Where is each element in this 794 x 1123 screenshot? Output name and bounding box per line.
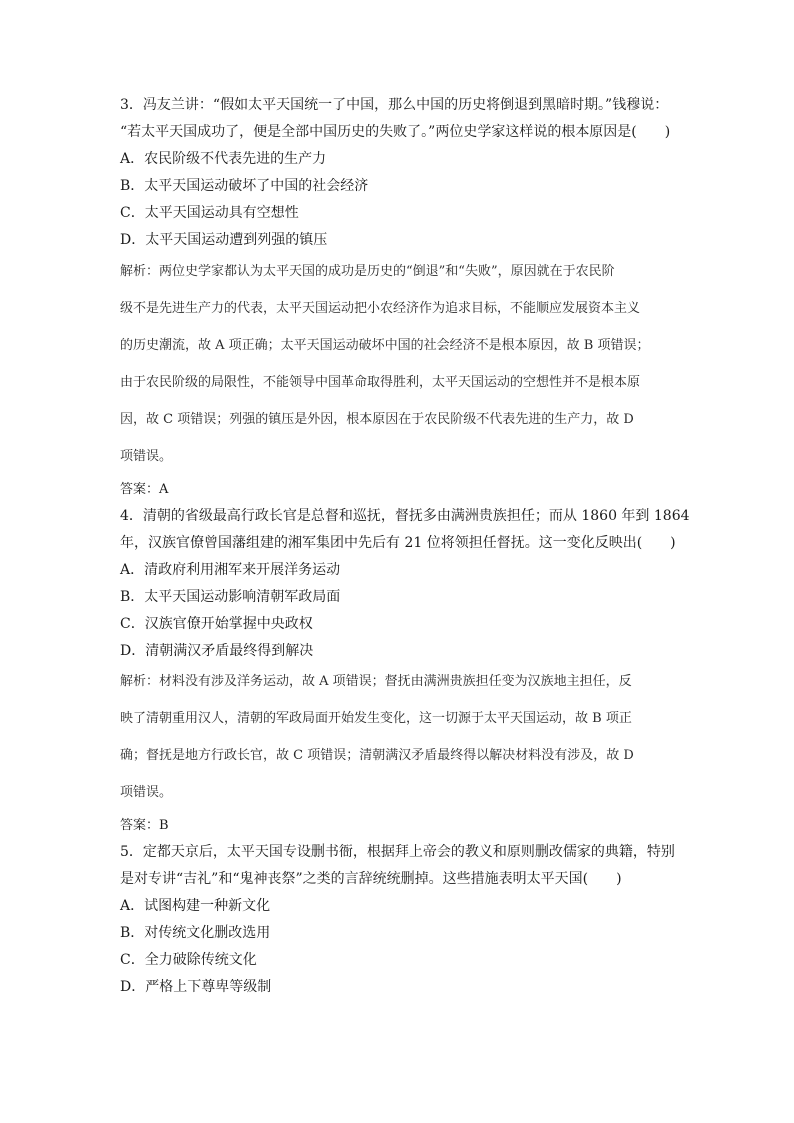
q5-option-b: B．对传统文化删改选用 — [120, 925, 271, 941]
q4-option-c: C．汉族官僚开始掌握中央政权 — [120, 616, 313, 632]
q4-option-d: D．清朝满汉矛盾最终得到解决 — [120, 643, 314, 659]
q4-option-b: B．太平天国运动影响清朝军政局面 — [120, 589, 341, 605]
q3-stem-line-1: 3．冯友兰讲：“假如太平天国统一了中国，那么中国的历史将倒退到黑暗时期。”钱穆说： — [120, 97, 669, 113]
q3-explanation-line-6: 项错误。 — [120, 449, 173, 464]
q3-option-a: A．农民阶级不代表先进的生产力 — [120, 151, 327, 167]
q3-explanation-line-3: 的历史潮流，故 A 项正确；太平天国运动破坏中国的社会经济不是根本原因，故 B 项错误； — [120, 338, 650, 353]
q3-explanation-line-4: 由于农民阶级的局限性，不能领导中国革命取得胜利，太平天国运动的空想性并不是根本原 — [120, 375, 641, 390]
q5-option-a: A．试图构建一种新文化 — [120, 898, 271, 914]
q4-answer: 答案：B — [120, 818, 169, 833]
q3-option-c: C．太平天国运动具有空想性 — [120, 205, 299, 221]
q4-explanation-line-3: 确；督抚是地方行政长官，故 C 项错误；清朝满汉矛盾最终得以解决材料没有涉及，故 D — [120, 748, 634, 763]
q4-explanation-line-2: 映了清朝重用汉人，清朝的军政局面开始发生变化，这一切源于太平天国运动，故 B 项正 — [120, 711, 632, 726]
q3-stem-line-2: “若太平天国成功了，便是全部中国历史的失败了。”两位史学家这样说的根本原因是( ) — [120, 124, 671, 140]
q3-explanation-line-5: 因，故 C 项错误；列强的镇压是外因，根本原因在于农民阶级不代表先进的生产力，故 D — [120, 412, 634, 427]
q4-option-a: A．清政府利用湘军来开展洋务运动 — [120, 562, 341, 578]
q4-stem-line-2: 年，汉族官僚曾国藩组建的湘军集团中先后有 21 位将领担任督抚。这一变化反映出( ) — [120, 535, 676, 551]
q3-explanation-line-1: 解析：两位史学家都认为太平天国的成功是历史的“倒退”和“失败”，原因就在于农民阶 — [120, 264, 615, 279]
q5-option-d: D．严格上下尊卑等级制 — [120, 979, 272, 995]
q5-option-c: C．全力破除传统文化 — [120, 952, 257, 968]
q3-answer: 答案：A — [120, 482, 169, 497]
q5-stem-line-2: 是对专讲“吉礼”和“鬼神丧祭”之类的言辞统统删掉。这些措施表明太平天国( ) — [120, 871, 622, 887]
q5-stem-line-1: 5．定都天京后，太平天国专设删书衙，根据拜上帝会的教义和原则删改儒家的典籍，特别 — [120, 844, 675, 860]
q3-option-d: D．太平天国运动遭到列强的镇压 — [120, 232, 328, 248]
q4-stem-line-1: 4．清朝的省级最高行政长官是总督和巡抚，督抚多由满洲贵族担任；而从 1860 年到 1864 — [120, 508, 690, 524]
q4-explanation-line-4: 项错误。 — [120, 785, 173, 800]
q3-explanation-line-2: 级不是先进生产力的代表，太平天国运动把小农经济作为追求目标，不能顺应发展资本主义 — [120, 301, 641, 316]
q4-explanation-line-1: 解析：材料没有涉及洋务运动，故 A 项错误；督抚由满洲贵族担任变为汉族地主担任，反 — [120, 674, 632, 689]
q3-option-b: B．太平天国运动破坏了中国的社会经济 — [120, 178, 369, 194]
